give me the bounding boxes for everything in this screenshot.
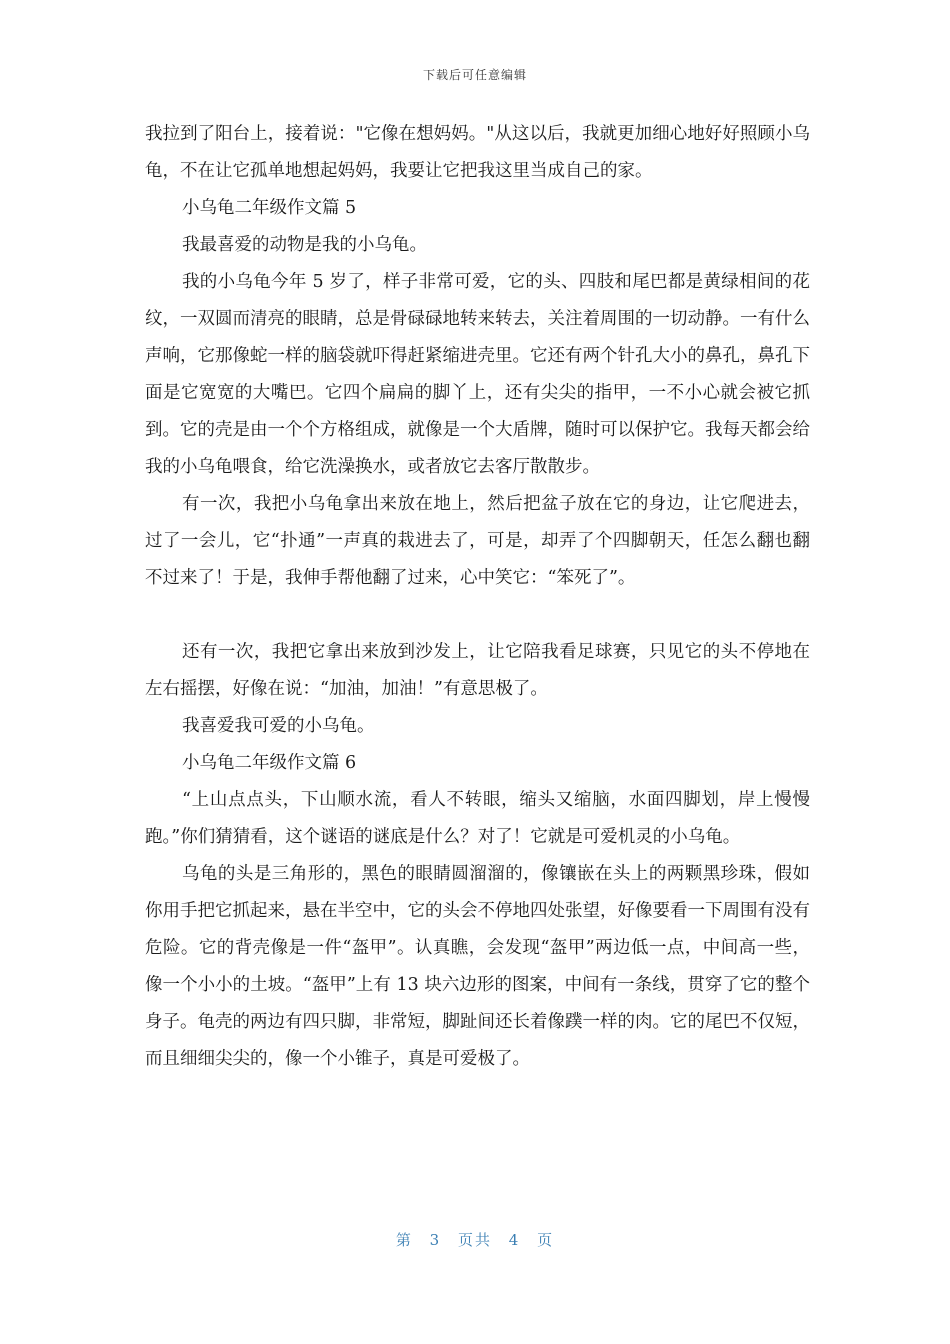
paragraph-3: 我的小乌龟今年 5 岁了，样子非常可爱，它的头、四肢和尾巴都是黄绿相间的花纹，一双圆而清亮的眼睛，总是骨碌碌地转来转去，关注着周围的一切动静。一有什么声响，它那像蛇一样的脑袋就吓得赶紧缩进壳里。它还有两个针孔大小的鼻孔，鼻孔下面是它宽宽的大嘴巴。它四个扁扁的脚丫上，还有尖尖的指甲，一不小心就会被它抓到。它的壳是由一个个方格组成，就像是一个大盾牌，随时可以保护它。我每天都会给我的小乌龟喂食，给它洗澡换水，或者放它去客厅散散步。 [145, 272, 810, 477]
paragraph-5: 还有一次，我把它拿出来放到沙发上，让它陪我看足球赛，只见它的头不停地在左右摇摆，好像在说：“加油，加油！”有意思极了。 [145, 642, 810, 699]
paragraph-gap [145, 597, 810, 634]
document-body [145, 116, 810, 1078]
paragraph-1: 我拉到了阳台上，接着说："它像在想妈妈。"从这以后，我就更加细心地好好照顾小乌龟，不在让它孤单地想起妈妈，我要让它把我这里当成自己的家。 [145, 124, 810, 181]
paragraph-6: 我喜爱我可爱的小乌龟。 [182, 716, 375, 736]
paragraph-7: “上山点点头，下山顺水流，看人不转眼，缩头又缩脑，水面四脚划，岸上慢慢跑。”你们猜猜看，这个谜语的谜底是什么？对了！它就是可爱机灵的小乌龟。 [145, 790, 810, 847]
section-title-6: 小乌龟二年级作文篇 6 [182, 753, 357, 773]
page-header: 下载后可任意编辑 [422, 68, 527, 82]
paragraph-8: 乌龟的头是三角形的，黑色的眼睛圆溜溜的，像镶嵌在头上的两颗黑珍珠，假如你用手把它抓起来，悬在半空中，它的头会不停地四处张望，好像要看一下周围有没有危险。它的背壳像是一件“盔甲”。认真瞧，会发现“盔甲”两边低一点，中间高一些，像一个小小的土坡。“盔甲”上有 13 块六边形的图案，中间有一条线，贯穿了它的整个身子。龟壳的两边有四只脚，非常短，脚趾间还长着像蹼一样的肉。它的尾巴不仅短，而且细细尖尖的，像一个小锥子，真是可爱极了。 [145, 864, 810, 1069]
paragraph-2: 我最喜爱的动物是我的小乌龟。 [182, 235, 427, 255]
section-title-5: 小乌龟二年级作文篇 5 [182, 198, 357, 218]
page-footer: 第 3 页共 4 页 [395, 1231, 555, 1249]
paragraph-4: 有一次，我把小乌龟拿出来放在地上，然后把盆子放在它的身边，让它爬进去，过了一会儿，它“扑通”一声真的栽进去了，可是，却弄了个四脚朝天，任怎么翻也翻不过来了！于是，我伸手帮他翻了过来，心中笑它：“笨死了”。 [145, 494, 810, 588]
